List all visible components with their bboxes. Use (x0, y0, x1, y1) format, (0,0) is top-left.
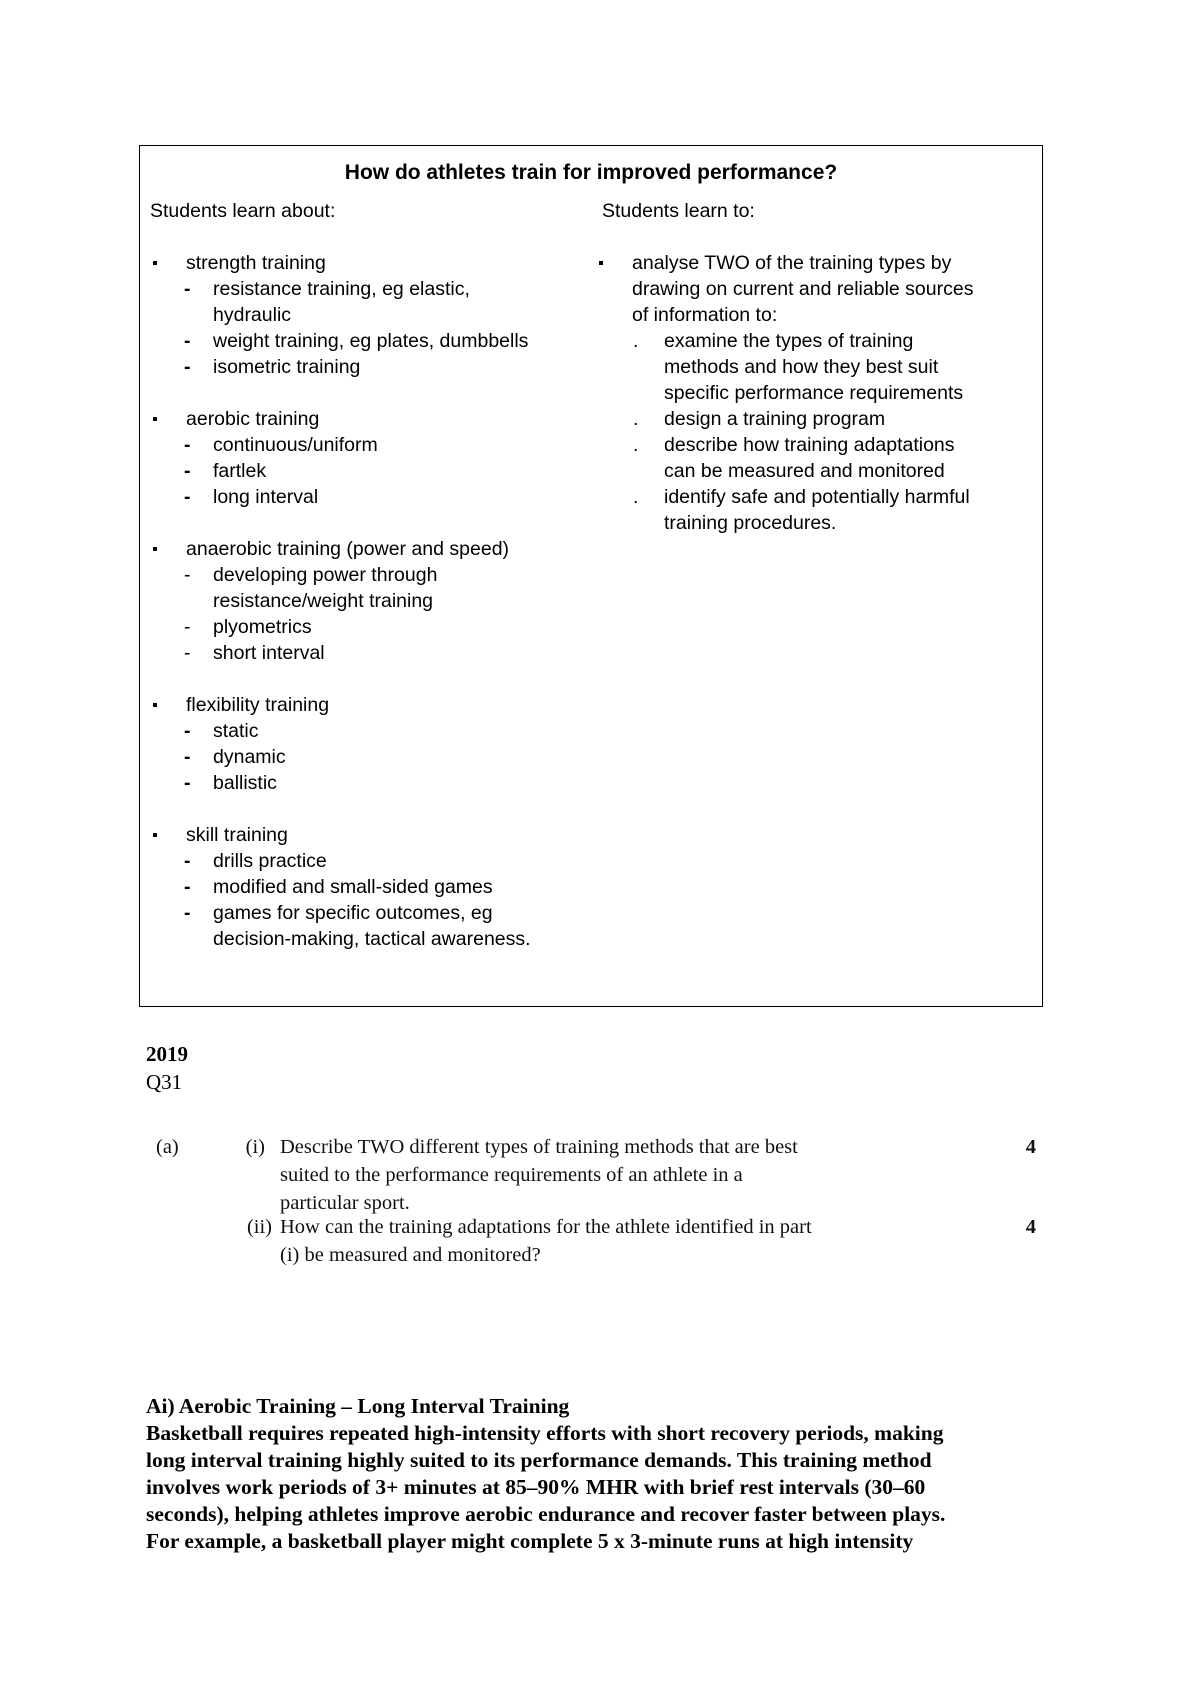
dash-icon: - (184, 564, 191, 586)
dash-icon: - (184, 616, 191, 638)
answer-line: involves work periods of 3+ minutes at 85–90% MHR with brief rest intervals (30–60 (146, 1475, 926, 1499)
learn-about-column (150, 250, 590, 978)
answer-heading: Ai) Aerobic Training – Long Interval Training (146, 1394, 570, 1418)
dash-icon: - (184, 434, 191, 456)
subtopic-item (150, 432, 590, 458)
subpart-text: Describe TWO different types of training methods that are best suited to the performance requirements of an athlete in a particular sport. (280, 1136, 798, 1214)
subtopic-label: drills practice (213, 850, 327, 872)
answer-line: Basketball requires repeated high-intensity efforts with short recovery periods, making (146, 1421, 944, 1445)
dash-icon: - (184, 278, 191, 300)
dash-icon: - (184, 720, 191, 742)
bullet-icon (153, 417, 157, 421)
subtopic-item (150, 770, 590, 796)
topic-group (150, 406, 590, 510)
subtopic-item (596, 328, 1036, 406)
topic-line: analyse TWO of the training types by (632, 252, 952, 274)
subtopic-label: modified and small-sided games (213, 876, 493, 898)
topic-item (596, 250, 1036, 328)
topic-group (150, 822, 590, 952)
bullet-icon (153, 261, 157, 265)
learn-to-heading: Students learn to: (602, 200, 755, 222)
dash-icon: - (184, 356, 191, 378)
subtopic-line: design a training program (664, 408, 886, 430)
dash-icon: - (184, 642, 191, 664)
subtopic-label: ballistic (213, 772, 277, 794)
subtopic-item (150, 354, 590, 380)
marks-value: 4 (1025, 1216, 1036, 1238)
subtopic-line: specific performance requirements (664, 382, 964, 404)
dot-icon: . (633, 434, 639, 456)
topic-group (150, 536, 590, 666)
subtopic-line: examine the types of training (664, 330, 914, 352)
bullet-icon (153, 547, 157, 551)
subtopic-line: describe how training adaptations (664, 434, 955, 456)
topic-item (150, 536, 590, 562)
dash-icon: - (184, 850, 191, 872)
bullet-icon (153, 833, 157, 837)
subtopic-item (150, 484, 590, 510)
question-part (156, 1133, 1056, 1214)
topic-label: strength training (186, 252, 326, 274)
subtopic-item (150, 614, 590, 640)
subtopic-label: isometric training (213, 356, 361, 378)
subpart-label: (i) (245, 1136, 265, 1158)
question-number: Q31 (146, 1070, 183, 1094)
subtopic-label: short interval (213, 642, 325, 664)
subtopic-item (150, 640, 590, 666)
answer-line: For example, a basketball player might complete 5 x 3-minute runs at high intensity (146, 1529, 914, 1553)
subtopic-item (596, 484, 1036, 536)
subtopic-item (150, 848, 590, 874)
topic-line: drawing on current and reliable sources (632, 278, 974, 300)
dot-icon: . (633, 408, 639, 430)
subtopic-label: static (213, 720, 259, 742)
subtopic-label: fartlek (213, 460, 267, 482)
subtopic-label: continuous/uniform (213, 434, 378, 456)
subtopic-label: dynamic (213, 746, 286, 768)
dash-icon: - (184, 876, 191, 898)
subtopic-item (150, 744, 590, 770)
syllabus-box (139, 145, 1043, 1007)
subtopic-item (150, 874, 590, 900)
subtopic-label: long interval (213, 486, 319, 508)
subtopic-line: methods and how they best suit (664, 356, 939, 378)
topic-line: of information to: (632, 304, 778, 326)
topic-group (150, 692, 590, 796)
bullet-icon (599, 261, 603, 265)
subtopic-item (596, 432, 1036, 484)
topic-label: skill training (186, 824, 288, 846)
topic-item (150, 822, 590, 848)
subtopic-item (150, 588, 590, 614)
subtopic-label: resistance training, eg elastic, (213, 278, 470, 300)
dot-icon: . (633, 486, 639, 508)
subtopic-label: resistance/weight training (213, 590, 434, 612)
subtopic-label: weight training, eg plates, dumbbells (213, 330, 529, 352)
subtopic-item (150, 562, 590, 588)
answer-line: long interval training highly suited to its performance demands. This training method (146, 1448, 932, 1472)
answer-section (146, 1393, 1066, 1555)
subtopic-item (150, 900, 590, 926)
subtopic-item (596, 406, 1036, 432)
dash-icon: - (184, 460, 191, 482)
subtopic-label: hydraulic (213, 304, 292, 326)
subpart-label: (ii) (246, 1216, 272, 1238)
topic-item (150, 692, 590, 718)
subtopic-line: can be measured and monitored (664, 460, 945, 482)
part-label: (a) (156, 1136, 179, 1158)
subpart-text: How can the training adaptations for the athlete identified in part (i) be measured and monitored? (280, 1216, 812, 1266)
exam-question (156, 1133, 1056, 1293)
dash-icon: - (184, 772, 191, 794)
subtopic-item (150, 328, 590, 354)
dash-icon: - (184, 486, 191, 508)
topic-label: anaerobic training (power and speed) (186, 538, 510, 560)
subtopic-item (150, 302, 590, 328)
learn-about-heading: Students learn about: (150, 200, 336, 222)
subtopic-label: games for specific outcomes, eg (213, 902, 493, 924)
learn-to-column (596, 250, 1036, 536)
marks-value: 4 (1025, 1136, 1036, 1158)
topic-item (150, 250, 590, 276)
subtopic-item (150, 458, 590, 484)
topic-group (150, 250, 590, 380)
bullet-icon (153, 703, 157, 707)
dash-icon: - (184, 902, 191, 924)
topic-label: aerobic training (186, 408, 320, 430)
subtopic-label: plyometrics (213, 616, 312, 638)
exam-reference (146, 1040, 188, 1096)
subtopic-line: training procedures. (664, 512, 837, 534)
topic-label: flexibility training (186, 694, 330, 716)
question-part (156, 1213, 1056, 1269)
exam-year: 2019 (146, 1042, 188, 1066)
answer-line: seconds), helping athletes improve aerobic endurance and recover faster between plays. (146, 1502, 946, 1526)
subtopic-item (150, 718, 590, 744)
subtopic-item (150, 926, 590, 952)
dash-icon: - (184, 330, 191, 352)
dash-icon: - (184, 746, 191, 768)
subtopic-line: identify safe and potentially harmful (664, 486, 970, 508)
topic-item (150, 406, 590, 432)
dot-icon: . (633, 330, 639, 352)
subtopic-label: decision-making, tactical awareness. (213, 928, 531, 950)
subtopic-item (150, 276, 590, 302)
syllabus-title: How do athletes train for improved performance? (344, 161, 838, 184)
subtopic-label: developing power through (213, 564, 438, 586)
